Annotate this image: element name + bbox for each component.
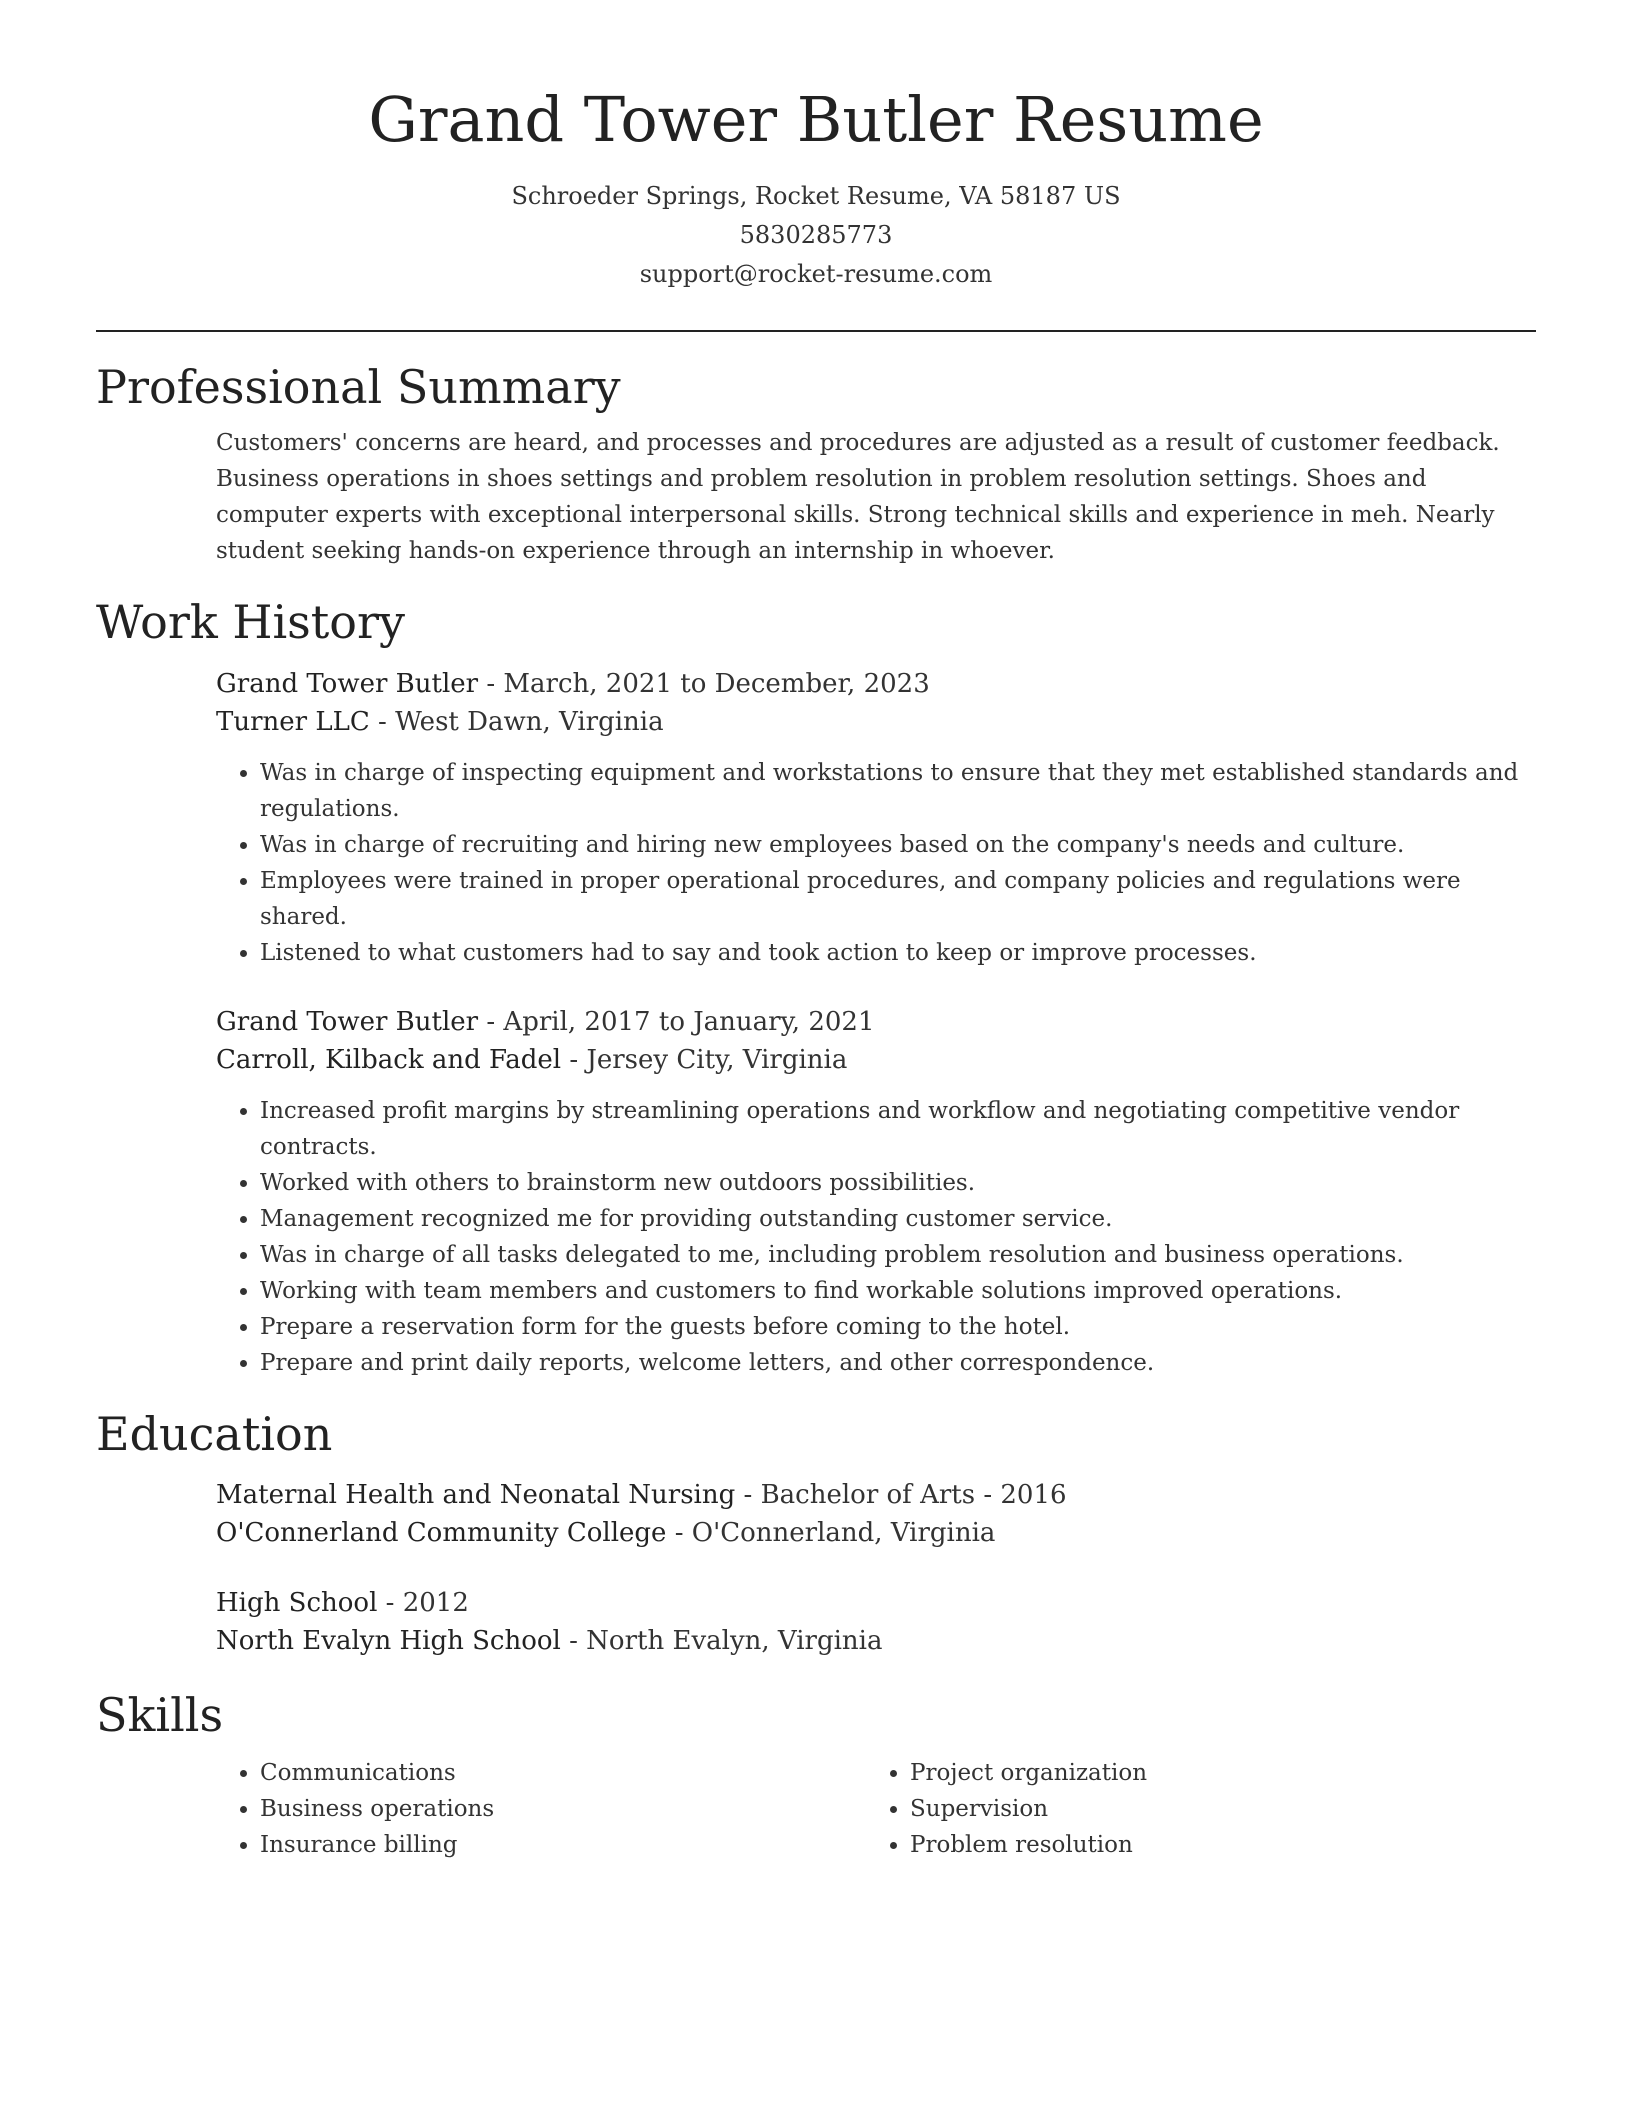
- work-history-heading: Work History: [96, 595, 405, 650]
- contact-address: Schroeder Springs, Rocket Resume, VA 58187 US: [511, 182, 1121, 211]
- job-dates: - April, 2017 to January, 2021: [478, 1006, 875, 1037]
- skills-grid: [216, 1755, 1536, 1863]
- education-school-line: [216, 1514, 1536, 1552]
- job-duty-item: • Listened to what customers had to say and took action to keep or improve processes.: [260, 935, 1536, 971]
- job-duty-item: • Was in charge of inspecting equipment and workstations to ensure that they met established standards and regulations.: [260, 755, 1536, 827]
- education-field: Maternal Health and Neonatal Nursing: [216, 1479, 736, 1510]
- job-location: - West Dawn, Virginia: [369, 706, 664, 737]
- education-entry: [216, 1584, 1536, 1660]
- contact-email: support@rocket-resume.com: [639, 260, 993, 289]
- job-duty-item: • Worked with others to brainstorm new outdoors possibilities.: [260, 1165, 1536, 1201]
- job-duties-list: [216, 1093, 1536, 1381]
- education-location: - North Evalyn, Virginia: [560, 1625, 883, 1656]
- education-school: North Evalyn High School: [216, 1625, 561, 1656]
- summary-text: Customers' concerns are heard, and processes and procedures are adjusted as a result of customer feedback. Business operations in shoes settings and problem resolution in problem resolution settings. Shoes and computer experts with exceptional interpersonal skills. Strong technical skills and experience in meh. Nearly student seeking hands-on experience through an internship in whoever.: [216, 430, 1500, 565]
- job-duty-item: • Prepare and print daily reports, welcome letters, and other correspondence.: [260, 1345, 1536, 1381]
- job-duty-item: • Employees were trained in proper operational procedures, and company policies and regulations were shared.: [260, 863, 1536, 935]
- skill-item: • Insurance billing: [260, 1827, 866, 1863]
- header-divider: [96, 330, 1536, 332]
- job-duty-item: • Prepare a reservation form for the guests before coming to the hotel.: [260, 1309, 1536, 1345]
- summary-heading: Professional Summary: [96, 360, 621, 415]
- job-title-line: [216, 665, 1536, 703]
- job-duty-item: • Was in charge of recruiting and hiring new employees based on the company's needs and culture.: [260, 827, 1536, 863]
- education-section: [96, 1407, 1536, 1660]
- education-degree-line: [216, 1584, 1536, 1622]
- contact-phone: 5830285773: [739, 221, 893, 250]
- job-duty-item: • Management recognized me for providing outstanding customer service.: [260, 1201, 1536, 1237]
- education-location: - O'Connerland, Virginia: [666, 1517, 996, 1548]
- job-entry: [216, 1003, 1536, 1381]
- resume-title: Grand Tower Butler Resume: [368, 83, 1264, 156]
- skill-item: • Problem resolution: [910, 1827, 1516, 1863]
- education-year: - 2012: [377, 1587, 469, 1618]
- job-dates: - March, 2021 to December, 2023: [478, 668, 930, 699]
- skill-item: • Communications: [260, 1755, 866, 1791]
- skills-list-left: [216, 1755, 866, 1863]
- education-heading: Education: [96, 1406, 333, 1461]
- education-degree: - Bachelor of Arts: [735, 1479, 976, 1510]
- skills-section: [96, 1688, 1536, 1863]
- education-school-line: [216, 1622, 1536, 1660]
- education-entry: [216, 1476, 1536, 1552]
- job-duties-list: [216, 755, 1536, 971]
- skills-heading: Skills: [96, 1687, 224, 1742]
- skills-list-right: [866, 1755, 1516, 1863]
- job-company-line: [216, 1041, 1536, 1079]
- job-title-line: [216, 1003, 1536, 1041]
- job-duty-item: • Working with team members and customers to find workable solutions improved operations.: [260, 1273, 1536, 1309]
- skill-item: • Business operations: [260, 1791, 866, 1827]
- job-position: Grand Tower Butler: [216, 1006, 479, 1037]
- education-field: High School: [216, 1587, 378, 1618]
- work-history-section: [96, 595, 1536, 1380]
- skill-item: • Project organization: [910, 1755, 1516, 1791]
- skill-item: • Supervision: [910, 1791, 1516, 1827]
- job-location: - Jersey City, Virginia: [561, 1044, 848, 1075]
- job-duty-item: • Was in charge of all tasks delegated to me, including problem resolution and business operations.: [260, 1237, 1536, 1273]
- education-year: - 2016: [975, 1479, 1067, 1510]
- job-duty-item: • Increased profit margins by streamlining operations and workflow and negotiating competitive vendor contracts.: [260, 1093, 1536, 1165]
- job-entry: [216, 665, 1536, 971]
- job-position: Grand Tower Butler: [216, 668, 479, 699]
- job-company: Turner LLC: [216, 706, 370, 737]
- resume-header: [96, 0, 1536, 294]
- education-school: O'Connerland Community College: [216, 1517, 667, 1548]
- summary-section: [96, 360, 1536, 569]
- job-company: Carroll, Kilback and Fadel: [216, 1044, 562, 1075]
- job-company-line: [216, 703, 1536, 741]
- education-degree-line: [216, 1476, 1536, 1514]
